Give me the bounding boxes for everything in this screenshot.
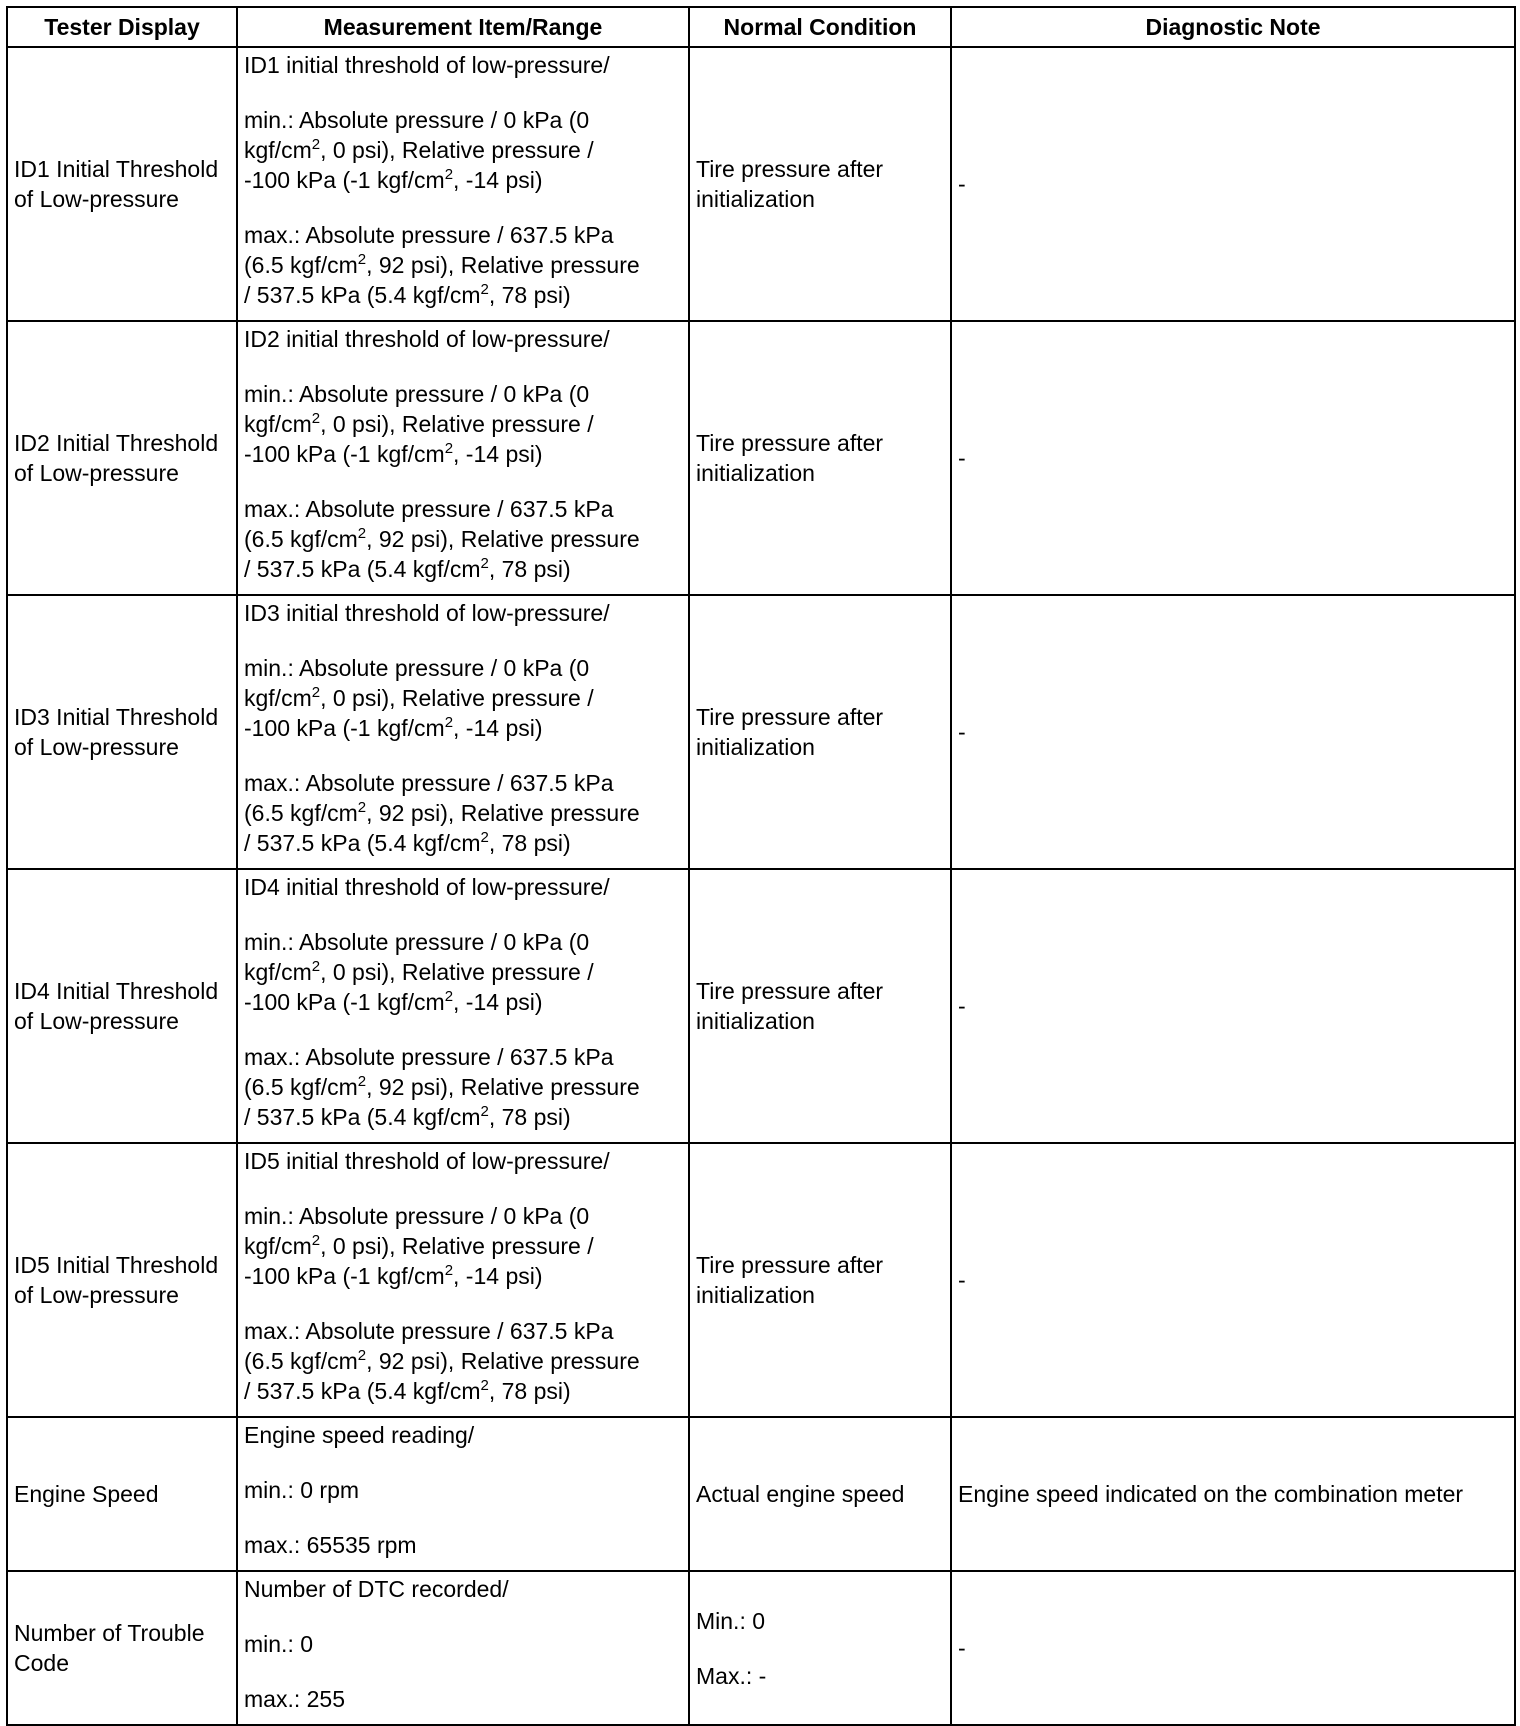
item-description: ID1 initial threshold of low-pressure/: [244, 52, 610, 78]
table-row-id1-threshold: [7, 47, 1515, 321]
normal-condition-cell: Tire pressure after initialization: [689, 47, 951, 321]
range-max: max.: 65535 rpm: [244, 1532, 417, 1558]
measurement-range-cell: [237, 321, 689, 595]
range-max: max.: Absolute pressure / 637.5 kPa (6.5 kgf/$cm^2$, 92 psi), Relative pressure / 537.5 kPa (5.4 kgf/$cm^2$, 78 psi): [244, 770, 640, 856]
range-min: min.: Absolute pressure / 0 kPa (0 kgf/$cm^2$, 0 psi), Relative pressure / -100 kPa (-1 kgf/$cm^2$, -14 psi): [244, 381, 594, 467]
measurement-range-cell: [237, 1143, 689, 1417]
normal-min: Min.: 0: [696, 1607, 766, 1634]
diagnostic-note-cell: -: [951, 1571, 1515, 1725]
range-max: max.: Absolute pressure / 637.5 kPa (6.5 kgf/$cm^2$, 92 psi), Relative pressure / 537.5 kPa (5.4 kgf/$cm^2$, 78 psi): [244, 1044, 640, 1130]
diagnostic-note-cell: -: [951, 47, 1515, 321]
normal-condition-cell: [689, 1571, 951, 1725]
normal-condition-cell: Tire pressure after initialization: [689, 1143, 951, 1417]
range-min: min.: 0 rpm: [244, 1477, 360, 1503]
range-min: min.: Absolute pressure / 0 kPa (0 kgf/$cm^2$, 0 psi), Relative pressure / -100 kPa (-1 kgf/$cm^2$, -14 psi): [244, 655, 594, 741]
item-description: ID5 initial threshold of low-pressure/: [244, 1148, 610, 1174]
measurement-range-cell: [237, 595, 689, 869]
header-normal-condition: Normal Condition: [689, 7, 951, 47]
item-description: ID2 initial threshold of low-pressure/: [244, 326, 610, 352]
measurement-range-cell: [237, 1417, 689, 1571]
range-min: min.: Absolute pressure / 0 kPa (0 kgf/$cm^2$, 0 psi), Relative pressure / -100 kPa (-1 kgf/$cm^2$, -14 psi): [244, 107, 594, 193]
diagnostic-note-cell: -: [951, 321, 1515, 595]
diagnostic-note-cell: -: [951, 869, 1515, 1143]
diagnostic-note-cell: -: [951, 1143, 1515, 1417]
table-body: [7, 47, 1515, 1725]
range-max: max.: Absolute pressure / 637.5 kPa (6.5 kgf/$cm^2$, 92 psi), Relative pressure / 537.5 kPa (5.4 kgf/$cm^2$, 78 psi): [244, 1318, 640, 1404]
normal-condition-cell: Tire pressure after initialization: [689, 869, 951, 1143]
item-description: Engine speed reading/: [244, 1422, 475, 1448]
tester-display-cell: ID5 Initial Threshold of Low-pressure: [7, 1143, 237, 1417]
header-tester-display: Tester Display: [7, 7, 237, 47]
header-measurement-item: Measurement Item/Range: [237, 7, 689, 47]
measurement-range-cell: [237, 47, 689, 321]
table-row-id4-threshold: [7, 869, 1515, 1143]
tester-display-cell: Number of Trouble Code: [7, 1571, 237, 1725]
table-row-id5-threshold: [7, 1143, 1515, 1417]
diagnostic-note-cell: -: [951, 595, 1515, 869]
table-row-engine-speed: [7, 1417, 1515, 1571]
tester-display-cell: ID2 Initial Threshold of Low-pressure: [7, 321, 237, 595]
item-description: ID3 initial threshold of low-pressure/: [244, 600, 610, 626]
tester-display-cell: ID3 Initial Threshold of Low-pressure: [7, 595, 237, 869]
data-list-table: [6, 6, 1516, 1726]
header-diagnostic-note: Diagnostic Note: [951, 7, 1515, 47]
tester-display-cell: ID1 Initial Threshold of Low-pressure: [7, 47, 237, 321]
range-max: max.: Absolute pressure / 637.5 kPa (6.5 kgf/$cm^2$, 92 psi), Relative pressure / 537.5 kPa (5.4 kgf/$cm^2$, 78 psi): [244, 496, 640, 582]
diagnostic-note-cell: Engine speed indicated on the combination meter: [951, 1417, 1515, 1571]
item-description: ID4 initial threshold of low-pressure/: [244, 874, 610, 900]
tester-display-cell: ID4 Initial Threshold of Low-pressure: [7, 869, 237, 1143]
table-row-trouble-code: [7, 1571, 1515, 1725]
normal-condition-cell: Tire pressure after initialization: [689, 595, 951, 869]
table-row-id2-threshold: [7, 321, 1515, 595]
normal-max: Max.: -: [696, 1662, 767, 1689]
range-min: min.: Absolute pressure / 0 kPa (0 kgf/$cm^2$, 0 psi), Relative pressure / -100 kPa (-1 kgf/$cm^2$, -14 psi): [244, 929, 594, 1015]
normal-condition-cell: Actual engine speed: [689, 1417, 951, 1571]
item-description: Number of DTC recorded/: [244, 1576, 509, 1602]
measurement-range-cell: [237, 869, 689, 1143]
range-min: min.: 0: [244, 1631, 314, 1657]
range-min: min.: Absolute pressure / 0 kPa (0 kgf/$cm^2$, 0 psi), Relative pressure / -100 kPa (-1 kgf/$cm^2$, -14 psi): [244, 1203, 594, 1289]
range-max: max.: 255: [244, 1686, 345, 1712]
header-row: [7, 7, 1515, 47]
range-max: max.: Absolute pressure / 637.5 kPa (6.5 kgf/$cm^2$, 92 psi), Relative pressure / 537.5 kPa (5.4 kgf/$cm^2$, 78 psi): [244, 222, 640, 308]
measurement-range-cell: [237, 1571, 689, 1725]
normal-condition-cell: Tire pressure after initialization: [689, 321, 951, 595]
tester-display-cell: Engine Speed: [7, 1417, 237, 1571]
table-row-id3-threshold: [7, 595, 1515, 869]
